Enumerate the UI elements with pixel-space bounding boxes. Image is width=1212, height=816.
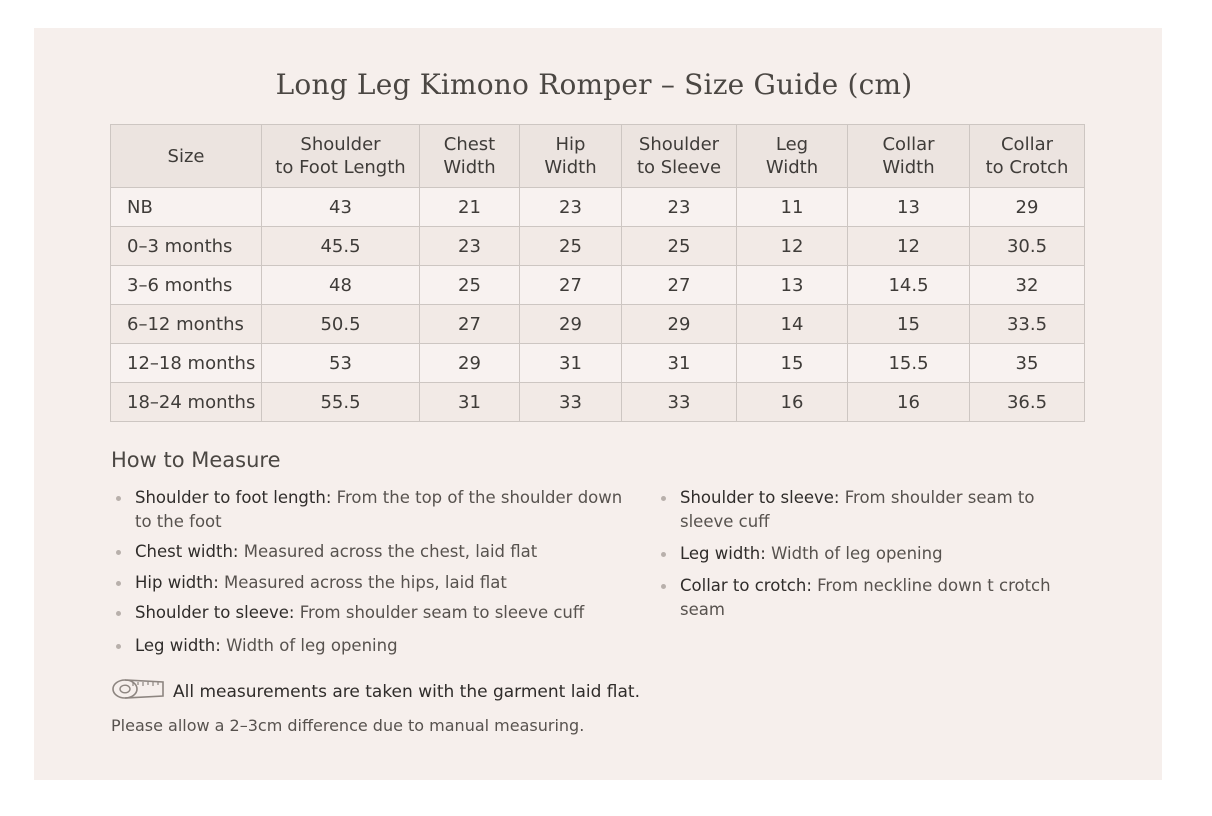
measurement-cell: 29 xyxy=(622,305,737,344)
measure-description: Width of leg opening xyxy=(226,636,398,655)
measurement-cell: 23 xyxy=(622,188,737,227)
column-header xyxy=(520,125,622,188)
laid-flat-note xyxy=(111,678,640,705)
measurement-cell: 25 xyxy=(420,266,520,305)
measurement-cell: 16 xyxy=(848,383,970,422)
measure-list-item xyxy=(111,634,631,658)
measurement-cell: 31 xyxy=(420,383,520,422)
measure-description: From neckline down t crotch seam xyxy=(680,576,1051,619)
measurement-cell: 15 xyxy=(737,344,848,383)
table-row xyxy=(111,305,1085,344)
measurement-cell: 23 xyxy=(520,188,622,227)
column-header-label: Leg xyxy=(775,134,809,155)
table-row xyxy=(111,266,1085,305)
measure-description: From the top of the shoulder down to the foot xyxy=(135,488,623,531)
measurement-cell: 32 xyxy=(970,266,1085,305)
size-label-cell: 3–6 months xyxy=(111,266,262,305)
measurement-cell: 23 xyxy=(420,227,520,266)
measure-list-left xyxy=(111,486,631,658)
column-header-label: Collar xyxy=(882,134,935,155)
measurement-cell: 29 xyxy=(420,344,520,383)
measure-term: Shoulder to sleeve: xyxy=(135,603,295,622)
measurement-cell: 36.5 xyxy=(970,383,1085,422)
how-to-measure-heading: How to Measure xyxy=(111,448,281,472)
measuring-disclaimer: Please allow a 2–3cm difference due to manual measuring. xyxy=(111,716,585,735)
column-header-label: to Crotch xyxy=(985,157,1069,178)
table-body xyxy=(111,188,1085,422)
table-header-row xyxy=(111,125,1085,188)
column-header-label: Hip xyxy=(555,134,586,155)
measuring-tape-icon xyxy=(111,678,167,705)
measure-term: Chest width: xyxy=(135,542,239,561)
column-header-label: Width xyxy=(443,157,496,178)
measure-description: Measured across the chest, laid flat xyxy=(243,542,538,561)
measurement-cell: 31 xyxy=(520,344,622,383)
column-header-label: Shoulder xyxy=(300,134,381,155)
measure-term: Shoulder to sleeve: xyxy=(680,488,840,507)
measurement-cell: 25 xyxy=(622,227,737,266)
measurement-cell: 13 xyxy=(737,266,848,305)
measure-list-item xyxy=(111,540,631,564)
measurement-cell: 55.5 xyxy=(262,383,420,422)
column-header-label: Width xyxy=(765,157,819,178)
measurement-cell: 29 xyxy=(970,188,1085,227)
column-header-label: Chest xyxy=(443,134,496,155)
measurement-cell: 12 xyxy=(848,227,970,266)
measure-description: Width of leg opening xyxy=(771,544,943,563)
column-header xyxy=(111,125,262,188)
laid-flat-note-text: All measurements are taken with the garment laid flat. xyxy=(173,681,640,702)
measure-term: Shoulder to foot length: xyxy=(135,488,332,507)
measurement-cell: 33 xyxy=(622,383,737,422)
measurement-cell: 11 xyxy=(737,188,848,227)
measurement-cell: 15 xyxy=(848,305,970,344)
column-header-label: Shoulder xyxy=(638,134,720,155)
measure-term: Hip width: xyxy=(135,573,219,592)
size-label-cell: 0–3 months xyxy=(111,227,262,266)
measurement-cell: 31 xyxy=(622,344,737,383)
measurement-cell: 29 xyxy=(520,305,622,344)
table-row xyxy=(111,188,1085,227)
measure-term: Collar to crotch: xyxy=(680,576,812,595)
column-header xyxy=(622,125,737,188)
measurement-cell: 30.5 xyxy=(970,227,1085,266)
measurement-cell: 35 xyxy=(970,344,1085,383)
measurement-cell: 45.5 xyxy=(262,227,420,266)
measurement-cell: 53 xyxy=(262,344,420,383)
column-header xyxy=(737,125,848,188)
measurement-cell: 43 xyxy=(262,188,420,227)
measure-list-right xyxy=(656,486,1056,622)
measurement-cell: 33.5 xyxy=(970,305,1085,344)
column-header xyxy=(848,125,970,188)
table-row xyxy=(111,344,1085,383)
measurement-cell: 25 xyxy=(520,227,622,266)
measurement-cell: 13 xyxy=(848,188,970,227)
table-row xyxy=(111,227,1085,266)
size-label-cell: 18–24 months xyxy=(111,383,262,422)
measurement-cell: 21 xyxy=(420,188,520,227)
size-label-cell: 6–12 months xyxy=(111,305,262,344)
page-title: Long Leg Kimono Romper – Size Guide (cm) xyxy=(275,68,913,101)
measure-list-item xyxy=(111,571,631,595)
column-header-label: Width xyxy=(544,157,597,178)
measure-term: Leg width: xyxy=(135,636,221,655)
column-header xyxy=(262,125,420,188)
size-label-cell: 12–18 months xyxy=(111,344,262,383)
measurement-cell: 33 xyxy=(520,383,622,422)
measure-description: From shoulder seam to sleeve cuff xyxy=(680,488,1035,531)
column-header-label: to Sleeve xyxy=(636,157,722,178)
measurement-cell: 15.5 xyxy=(848,344,970,383)
size-label-cell: NB xyxy=(111,188,262,227)
measurement-cell: 16 xyxy=(737,383,848,422)
measure-list-item xyxy=(111,486,631,534)
column-header-label: Size xyxy=(167,145,205,167)
column-header-label: Collar xyxy=(1000,134,1053,155)
measurement-cell: 14 xyxy=(737,305,848,344)
measurement-cell: 27 xyxy=(420,305,520,344)
measure-term: Leg width: xyxy=(680,544,766,563)
table-row xyxy=(111,383,1085,422)
measurement-cell: 27 xyxy=(622,266,737,305)
measure-description: Measured across the hips, laid flat xyxy=(224,573,507,592)
measurement-cell: 50.5 xyxy=(262,305,420,344)
measure-list-item xyxy=(656,542,1056,566)
measurement-cell: 48 xyxy=(262,266,420,305)
measurement-cell: 27 xyxy=(520,266,622,305)
column-header-label: Width xyxy=(882,157,935,178)
measurement-cell: 14.5 xyxy=(848,266,970,305)
column-header xyxy=(970,125,1085,188)
measurement-cell: 12 xyxy=(737,227,848,266)
measure-list-item xyxy=(111,601,631,625)
column-header xyxy=(420,125,520,188)
measure-list-item xyxy=(656,486,1056,534)
size-table xyxy=(110,124,1085,422)
column-header-label: to Foot Length xyxy=(275,157,406,178)
measure-list-item xyxy=(656,574,1056,622)
measure-description: From shoulder seam to sleeve cuff xyxy=(299,603,585,622)
